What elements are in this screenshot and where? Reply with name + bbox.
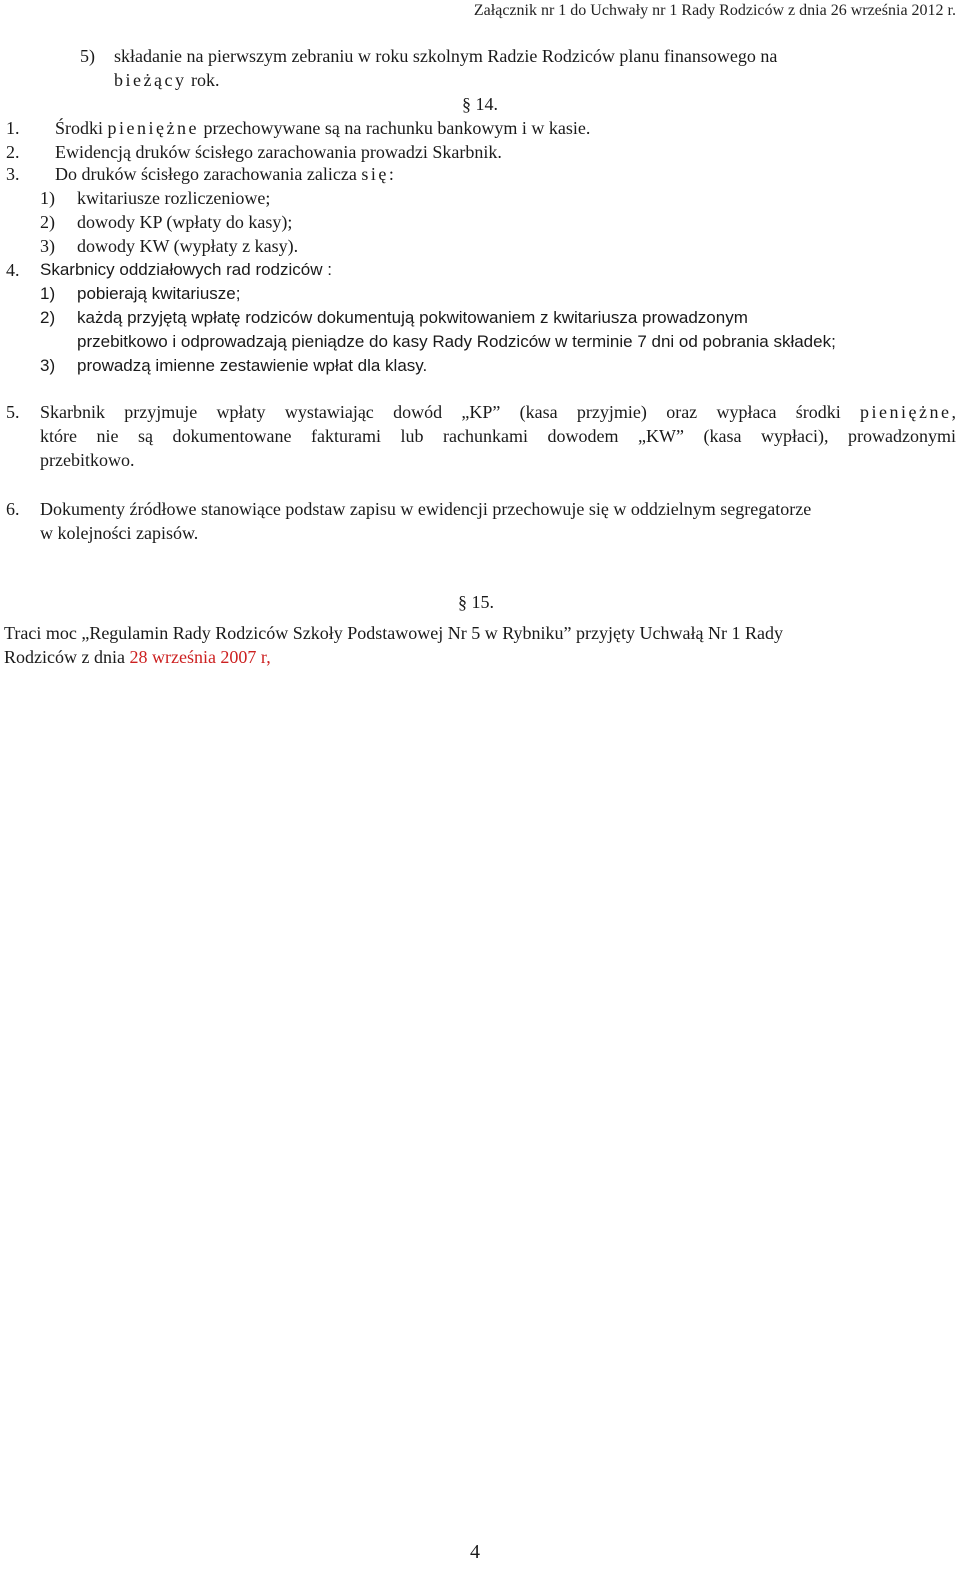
para-text: Traci moc „Regulamin Rady Rodziców Szkoły Podstawowej Nr 5 w Rybniku” przyjęty Uchwałą Nr 1 Rady xyxy=(4,623,783,643)
list-text: prowadzą imienne zestawienie wpłat dla klasy. xyxy=(77,356,428,375)
para-text: Ewidencją druków ścisłego zarachowania prowadzi Skarbnik. xyxy=(55,142,502,162)
para-text: Dokumenty źródłowe stanowiące podstaw zapisu w ewidencji przechowuje się w oddzielnym segregatorze xyxy=(40,499,812,519)
para-num: 2. xyxy=(6,142,20,162)
text-span: Skarbnik przyjmuje wpłaty wystawiając dowód „KP” (kasa przyjmie) oraz wypłaca środki xyxy=(40,402,861,422)
list-text: kwitariusze rozliczeniowe; xyxy=(77,188,271,208)
text-span: przechowywane są na rachunku bankowym i w kasie. xyxy=(198,118,591,138)
para-text-line3: przebitkowo. xyxy=(40,450,135,470)
list-num: 1) xyxy=(40,188,55,208)
spaced-word: bieżący xyxy=(114,70,187,90)
para-num: 5. xyxy=(6,402,20,422)
para-text-line2: które nie są dokumentowane fakturami lub rachunkami dowodem „KW” (kasa wypłaci), prowadzonymi xyxy=(40,426,956,446)
list-num: 2) xyxy=(40,308,56,327)
para-num: 1. xyxy=(6,118,20,138)
list-text: dowody KW (wypłaty z kasy). xyxy=(77,236,299,256)
spaced-word: pieniężne xyxy=(107,118,199,138)
para-num: 3. xyxy=(6,164,20,184)
spaced-word: się xyxy=(361,164,389,184)
para-text: Skarbnicy oddziałowych rad rodziców : xyxy=(40,260,332,279)
text-span: , xyxy=(951,402,956,422)
list-text: każdą przyjętą wpłatę rodziców dokumentują pokwitowaniem z kwitariusza prowadzonym xyxy=(77,308,748,327)
para-num: 4. xyxy=(6,260,20,280)
page-header: Załącznik nr 1 do Uchwały nr 1 Rady Rodziców z dnia 26 września 2012 r. xyxy=(473,2,956,19)
list-num: 5) xyxy=(80,46,95,66)
para-num: 6. xyxy=(6,499,20,519)
text-span: : xyxy=(388,164,394,184)
para-text xyxy=(40,400,956,424)
list-num: 1) xyxy=(40,284,56,303)
list-num: 3) xyxy=(40,356,56,375)
para-text xyxy=(55,162,394,186)
text-span: Środki xyxy=(55,118,108,138)
list-text-line2: przebitkowo i odprowadzają pieniądze do kasy Rady Rodziców w terminie 7 dni od pobrania składek; xyxy=(77,332,836,351)
highlighted-date: 28 września 2007 r, xyxy=(129,647,271,667)
section-title-15: § 15. xyxy=(458,592,494,612)
para-text-line2 xyxy=(4,645,271,669)
list-text: pobierają kwitariusze; xyxy=(77,284,241,303)
text-span: rok. xyxy=(186,70,220,90)
spaced-word: pieniężne xyxy=(860,402,952,422)
text-span: Do druków ścisłego zarachowania zalicza xyxy=(55,164,362,184)
section-title-14: § 14. xyxy=(462,94,498,114)
list-text: składanie na pierwszym zebraniu w roku szkolnym Radzie Rodziców planu finansowego na xyxy=(114,46,778,66)
list-text-line2 xyxy=(114,68,219,92)
para-text-line2: w kolejności zapisów. xyxy=(40,523,199,543)
list-num: 3) xyxy=(40,236,55,256)
list-text: dowody KP (wpłaty do kasy); xyxy=(77,212,293,232)
page-number: 4 xyxy=(470,1541,480,1563)
list-num: 2) xyxy=(40,212,55,232)
text-span: Rodziców z dnia xyxy=(4,647,130,667)
para-text xyxy=(55,116,590,140)
